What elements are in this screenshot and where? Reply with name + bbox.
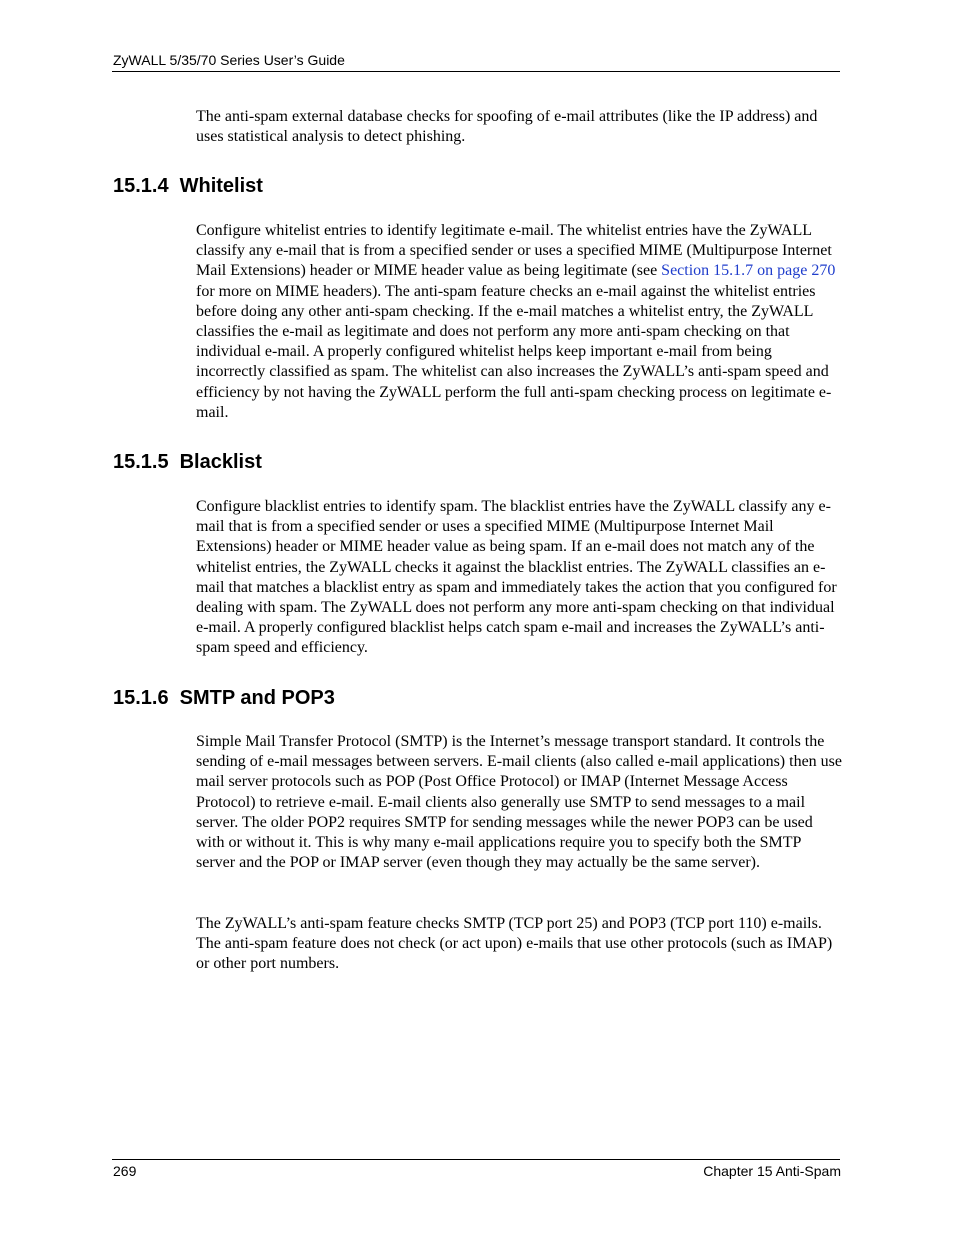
section-title: Blacklist: [179, 451, 262, 473]
whitelist-text-start: Configure whitelist entries to identify legitimate e-mail. The whitelist entries have the ZyWALL classify any e-mail that is from a specified sender or uses a specified MIME (Multipurpose Internet Mail Extensions) header or MIME header value as being legitimate (see: [196, 222, 832, 280]
section-number: 15.1.6: [113, 687, 169, 709]
smtp-paragraph-1: Simple Mail Transfer Protocol (SMTP) is the Internet’s message transport standard. It controls the sending of e-mail messages between servers. E-mail clients (also called e-mail applications) then use mail server protocols such as POP (Post Office Protocol) or IMAP (Internet Message Access Protocol) to retrieve e-mail. E-mail clients also generally use SMTP to send messages to a mail server. The older POP2 requires SMTP for sending messages while the newer POP3 can be used with or without it. This is why many e-mail applications require you to specify both the SMTP server and the POP or IMAP server (even though they may actually be the same server).: [196, 733, 842, 872]
header-rule: [112, 71, 840, 72]
section-title: Whitelist: [179, 175, 263, 197]
document-title: ZyWALL 5/35/70 Series User’s Guide: [113, 52, 345, 68]
blacklist-heading: [113, 450, 262, 474]
whitelist-paragraph: [196, 221, 842, 423]
section-number: 15.1.5: [113, 451, 169, 473]
chapter-label: Chapter 15 Anti-Spam: [703, 1163, 841, 1179]
footer-rule: [112, 1159, 840, 1160]
section-cross-reference-link[interactable]: Section 15.1.7 on page 270: [661, 262, 836, 280]
intro-paragraph: The anti-spam external database checks for spoofing of e-mail attributes (like the IP address) and uses statistical analysis to detect phishing.: [196, 108, 818, 146]
page-number: 269: [113, 1163, 137, 1179]
smtp-paragraph-2: The ZyWALL’s anti-spam feature checks SMTP (TCP port 25) and POP3 (TCP port 110) e-mails. The anti-spam feature does not check (or act upon) e-mails that use other protocols (such as IMAP) or other port numbers.: [196, 915, 833, 973]
section-title: SMTP and POP3: [179, 687, 335, 709]
section-number: 15.1.4: [113, 175, 169, 197]
smtp-pop3-heading: [113, 686, 335, 710]
blacklist-paragraph: Configure blacklist entries to identify spam. The blacklist entries have the ZyWALL classify any e-mail that is from a specified sender or uses a specified MIME (Multipurpose Internet Mail Extensions) header or MIME header value as being spam. If an e-mail does not match any of the whitelist entries, the ZyWALL checks it against the blacklist entries. The ZyWALL classifies an e-mail that matches a blacklist entry as spam and immediately takes the action that you configured for dealing with spam. The ZyWALL does not perform any more anti-spam checking on that individual e-mail. A properly configured blacklist helps catch spam e-mail and increases the ZyWALL’s anti-spam speed and efficiency.: [196, 498, 837, 657]
whitelist-text-end: for more on MIME headers). The anti-spam feature checks an e-mail against the whitelist entries before doing any other anti-spam checking. If the e-mail matches a whitelist entry, the ZyWALL classifies the e-mail as legitimate and does not perform any more anti-spam checking on that individual e-mail. A properly configured whitelist helps keep important e-mail from being incorrectly classified as spam. The whitelist can also increases the ZyWALL’s anti-spam speed and efficiency by not having the ZyWALL perform the full anti-spam checking process on legitimate e-mail.: [196, 282, 832, 421]
whitelist-heading: [113, 174, 263, 198]
